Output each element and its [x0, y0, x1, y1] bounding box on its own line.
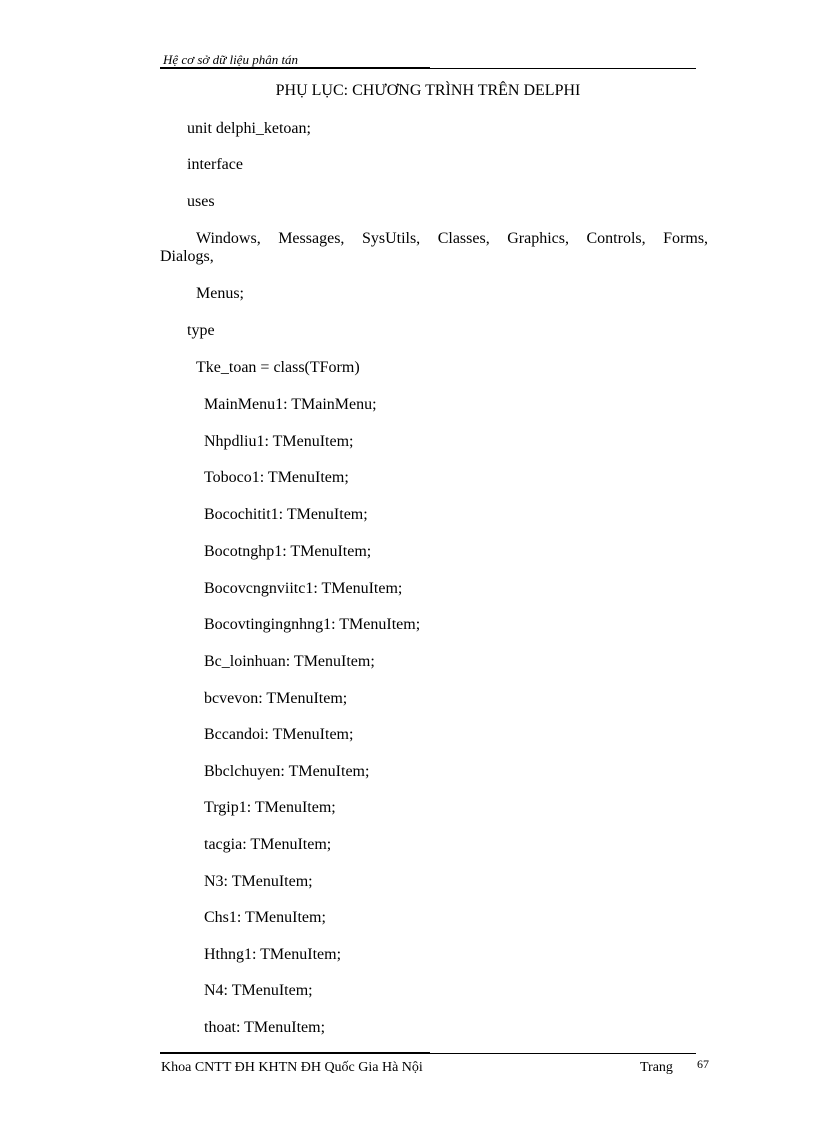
code-line-unit: unit delphi_ketoan;	[187, 120, 311, 137]
code-field: Bocovtingingnhng1: TMenuItem;	[204, 616, 421, 633]
code-field: Bc_loinhuan: TMenuItem;	[204, 653, 375, 670]
code-line-class-decl: Tke_toan = class(TForm)	[196, 359, 360, 376]
code-line-menus: Menus;	[196, 285, 244, 302]
code-field: N3: TMenuItem;	[204, 873, 313, 890]
code-field: Nhpdliu1: TMenuItem;	[204, 433, 354, 450]
code-field: Toboco1: TMenuItem;	[204, 469, 349, 486]
code-line-type: type	[187, 322, 215, 339]
running-header: Hệ cơ sở dữ liệu phân tán	[163, 52, 299, 67]
header-divider-accent	[160, 67, 430, 69]
code-field: Bocochitit1: TMenuItem;	[204, 506, 368, 523]
page-title: PHỤ LỤC: CHƯƠNG TRÌNH TRÊN DELPHI	[275, 82, 581, 99]
code-line-uses-list	[196, 229, 708, 249]
code-field: tacgia: TMenuItem;	[204, 836, 332, 853]
footer-page-number: 67	[697, 1057, 709, 1071]
code-field: Chs1: TMenuItem;	[204, 909, 326, 926]
uses-unit: Graphics,	[507, 230, 569, 247]
code-line-interface: interface	[187, 156, 243, 173]
footer-divider-accent	[160, 1052, 430, 1054]
uses-unit: Windows,	[196, 230, 261, 247]
code-field: Hthng1: TMenuItem;	[204, 946, 342, 963]
code-field: bcvevon: TMenuItem;	[204, 690, 348, 707]
code-field: Bbclchuyen: TMenuItem;	[204, 763, 370, 780]
code-line-uses-wrap: Dialogs,	[160, 248, 214, 265]
code-field: MainMenu1: TMainMenu;	[204, 396, 377, 413]
uses-unit: Classes,	[437, 230, 490, 247]
code-field: thoat: TMenuItem;	[204, 1019, 326, 1036]
uses-unit: Messages,	[278, 230, 345, 247]
code-line-uses: uses	[187, 193, 215, 210]
code-field: Bocotnghp1: TMenuItem;	[204, 543, 372, 560]
uses-unit: SysUtils,	[361, 230, 421, 247]
code-field: Bccandoi: TMenuItem;	[204, 726, 354, 743]
footer-page-label: Trang	[640, 1060, 673, 1075]
code-field: N4: TMenuItem;	[204, 982, 313, 999]
code-field: Bocovcngnviitc1: TMenuItem;	[204, 580, 403, 597]
uses-unit: Controls,	[586, 230, 646, 247]
code-field: Trgip1: TMenuItem;	[204, 799, 336, 816]
footer-institution: Khoa CNTT ĐH KHTN ĐH Quốc Gia Hà Nội	[161, 1060, 423, 1075]
uses-unit: Forms,	[663, 230, 709, 247]
